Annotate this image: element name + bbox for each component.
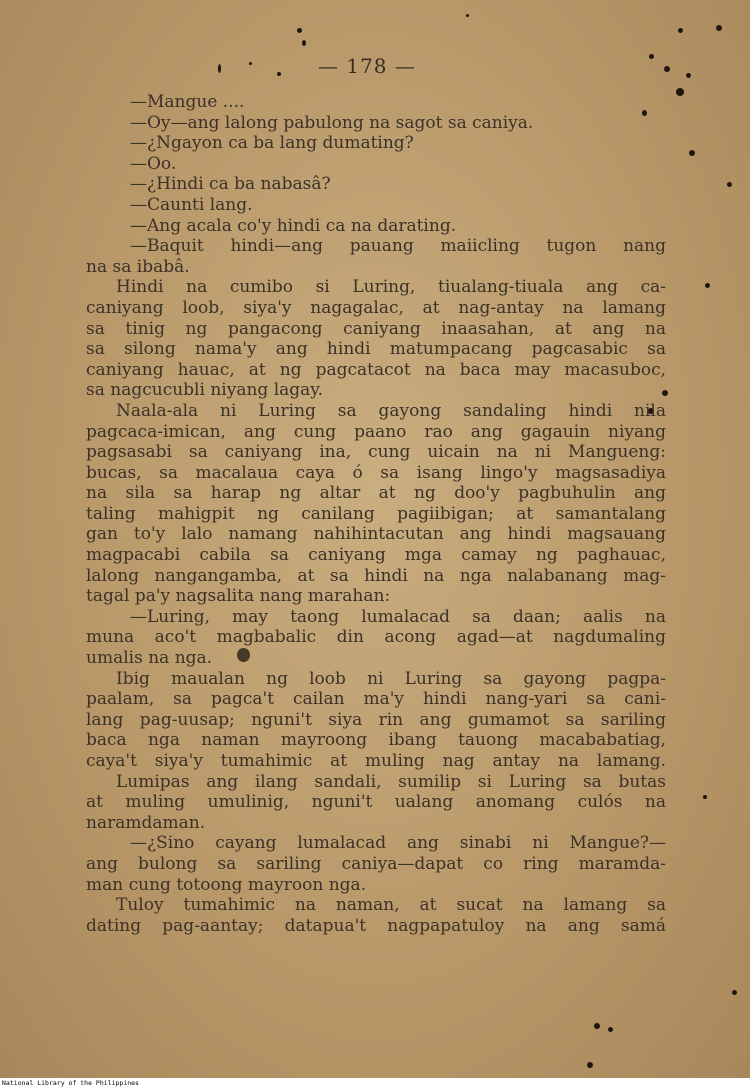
ink-spot bbox=[664, 66, 670, 72]
text-line: pagcaca-imican, ang cung paano rao ang gagauin niyang bbox=[86, 421, 666, 442]
text-line: bucas, sa macalaua caya ó sa isang lingo'y magsasadiya bbox=[86, 462, 666, 483]
page-number: — 178 — bbox=[318, 54, 416, 78]
ink-spot bbox=[466, 14, 469, 17]
library-credit: National Library of the Philippines bbox=[2, 1079, 139, 1087]
text-line: Tuloy tumahimic na naman, at sucat na lamang sa bbox=[116, 895, 666, 916]
text-line: caya't siya'y tumahimic at muling nag antay na lamang. bbox=[86, 751, 666, 771]
ink-spot bbox=[587, 1062, 593, 1068]
text-line: sa silong nama'y ang hindi matumpacang pagcasabic sa bbox=[86, 339, 666, 360]
text-line: dating pag-aantay; datapua't nagpapatuloy na ang samá bbox=[86, 915, 666, 936]
text-line: gan to'y lalo namang nahihintacutan ang hindi magsauang bbox=[86, 524, 666, 545]
text-line: magpacabi cabila sa caniyang mga camay ng paghauac, bbox=[86, 545, 666, 566]
ink-spot bbox=[689, 150, 695, 156]
text-line: —¿Hindi ca ba nabasâ? bbox=[130, 174, 331, 195]
ink-spot bbox=[249, 62, 252, 65]
ink-spot bbox=[594, 1023, 600, 1029]
ink-spot bbox=[703, 795, 707, 799]
ink-spot bbox=[218, 64, 221, 73]
text-line: —¿Sino cayang lumalacad ang sinabi ni Mangue?— bbox=[130, 833, 666, 854]
text-line: —Caunti lang. bbox=[130, 194, 253, 215]
text-line: na sila sa harap ng altar at ng doo'y pagbuhulin ang bbox=[86, 483, 666, 504]
text-line: —Mangue .... bbox=[130, 92, 245, 112]
text-line: man cung totoong mayroon nga. bbox=[86, 874, 367, 895]
text-line: lalong nangangamba, at sa hindi na nga nalabanang mag- bbox=[86, 565, 666, 586]
text-line: Ibig maualan ng loob ni Luring sa gayong pagpa- bbox=[116, 668, 666, 689]
ink-spot bbox=[686, 73, 691, 78]
ink-spot bbox=[302, 40, 306, 46]
text-line: —Luring, may taong lumalacad sa daan; aalis na bbox=[130, 606, 666, 627]
body-text bbox=[86, 92, 666, 936]
text-line: caniyang hauac, at ng pagcatacot na baca may macasuboc, bbox=[86, 359, 666, 380]
ink-spot bbox=[608, 1027, 613, 1032]
text-line: umalis na nga. bbox=[86, 648, 213, 669]
text-line: ang bulong sa sariling caniya—dapat co ring maramda- bbox=[86, 853, 666, 874]
ink-spot bbox=[705, 283, 710, 288]
text-line: lang pag-uusap; nguni't siya rin ang gumamot sa sariling bbox=[86, 709, 666, 730]
text-line: pagsasabi sa caniyang ina, cung uicain na ni Mangueng: bbox=[86, 442, 666, 463]
text-line: —Baquit hindi—ang pauang maiicling tugon nang bbox=[130, 236, 666, 257]
text-line: —Oo. bbox=[130, 153, 177, 174]
text-line: Naala-ala ni Luring sa gayong sandaling hindi nila bbox=[116, 400, 666, 421]
text-line: caniyang loob, siya'y nagagalac, at nag-antay na lamang bbox=[86, 297, 666, 318]
ink-spot bbox=[678, 28, 683, 33]
text-line: —Ang acala co'y hindi ca na darating. bbox=[130, 215, 457, 236]
text-line: at muling umulinig, nguni't ualang anomang culós na bbox=[86, 792, 666, 813]
text-line: muna aco't magbabalic din acong agad—at nagdumaling bbox=[86, 627, 666, 648]
ink-spot bbox=[716, 25, 722, 31]
text-line: sa nagcucubli niyang lagay. bbox=[86, 380, 324, 401]
text-line: Lumipas ang ilang sandali, sumilip si Luring sa butas bbox=[116, 771, 666, 792]
text-line: —¿Ngayon ca ba lang dumating? bbox=[130, 133, 414, 154]
text-line: taling mahigpit ng canilang pagiibigan; at samantalang bbox=[86, 503, 666, 524]
text-line: Hindi na cumibo si Luring, tiualang-tiuala ang ca- bbox=[116, 277, 666, 298]
text-line: na sa ibabâ. bbox=[86, 256, 190, 277]
text-line: tagal pa'y nagsalita nang marahan: bbox=[86, 586, 391, 607]
ink-spot bbox=[277, 72, 281, 76]
text-line: sa tinig ng pangacong caniyang inaasahan, at ang na bbox=[86, 318, 666, 339]
ink-spot bbox=[676, 88, 684, 96]
text-line: paalam, sa pagca't cailan ma'y hindi nang-yari sa cani- bbox=[86, 689, 666, 710]
text-line: naramdaman. bbox=[86, 812, 206, 833]
ink-spot bbox=[297, 28, 302, 33]
ink-spot bbox=[732, 990, 737, 995]
text-line: baca nga naman mayroong ibang tauong macababatiag, bbox=[86, 730, 666, 751]
ink-spot bbox=[727, 182, 732, 187]
ink-spot bbox=[649, 54, 654, 59]
text-line: —Oy—ang lalong pabulong na sagot sa caniya. bbox=[130, 112, 534, 133]
